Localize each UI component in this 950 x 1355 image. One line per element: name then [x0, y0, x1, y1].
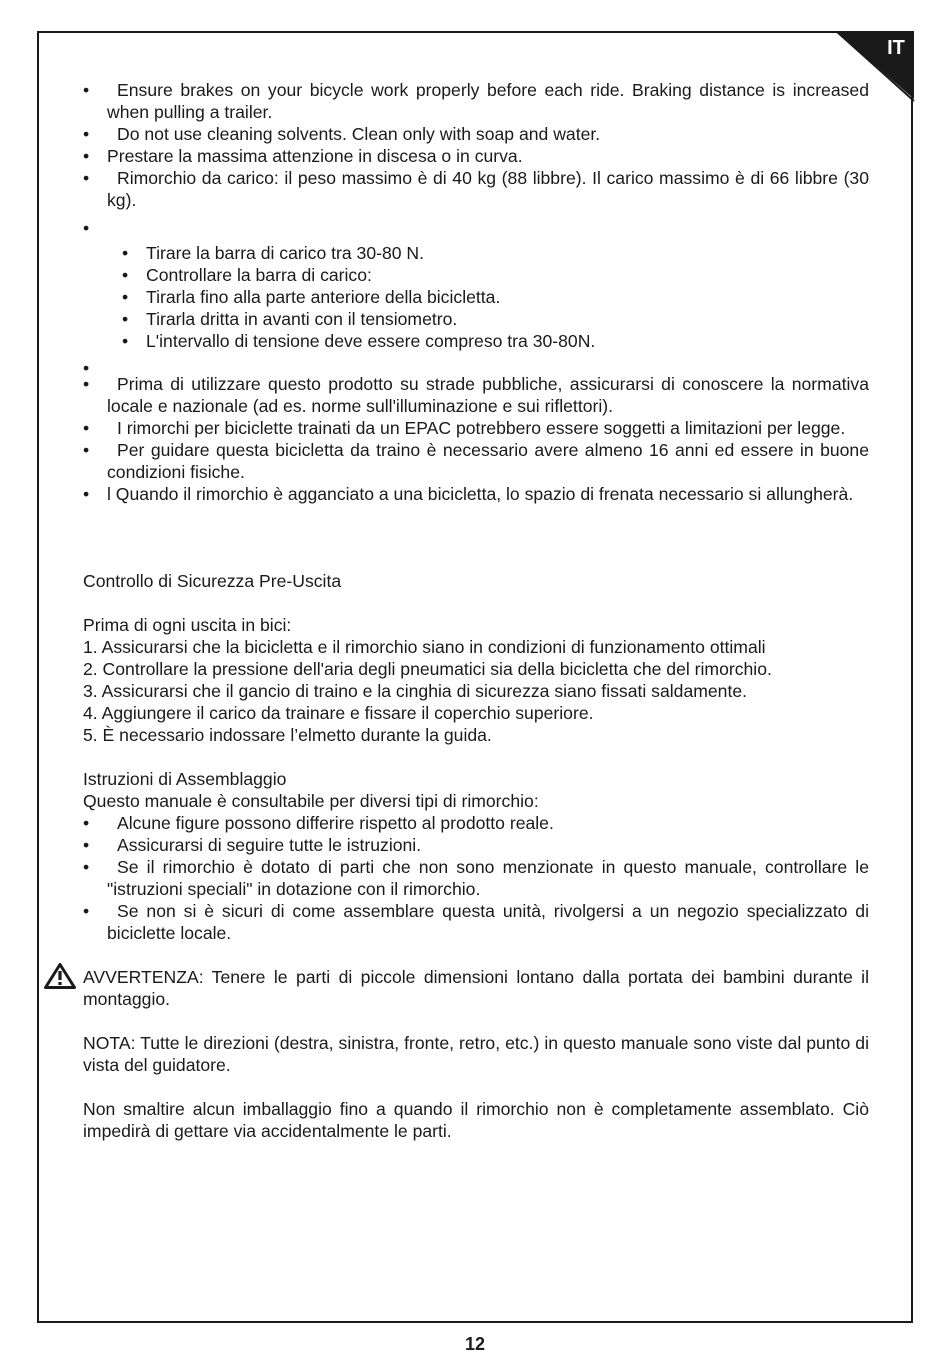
precheck-step: 2. Controllare la pressione dell'aria degli pneumatici sia della bicicletta che del rimorchio. — [83, 659, 772, 679]
section-title-precheck: Controllo di Sicurezza Pre-Uscita — [83, 571, 342, 591]
section-title-assembly: Istruzioni di Assemblaggio — [83, 769, 287, 789]
list-item: • Prima di utilizzare questo prodotto su strade pubbliche, assicurarsi di conoscere la normativa locale e nazionale (ad es. norme sull'illuminazione e sui riflettori). — [83, 374, 869, 416]
precheck-intro: Prima di ogni uscita in bici: — [83, 615, 292, 635]
list-item: • l Quando il rimorchio è agganciato a una bicicletta, lo spazio di frenata necessario si allungherà. — [83, 484, 854, 504]
closing-text: Non smaltire alcun imballaggio fino a quando il rimorchio non è completamente assemblato. Ciò impedirà di gettare via accidentalmente le parti. — [83, 1099, 869, 1141]
warning-text: AVVERTENZA: Tenere le parti di piccole dimensioni lontano dalla portata dei bambini durante il montaggio. — [83, 967, 869, 1009]
list-item: • Do not use cleaning solvents. Clean only with soap and water. — [83, 124, 601, 144]
list-item: • Se non si è sicuri di come assemblare questa unità, rivolgersi a un negozio specializzato di biciclette locale. — [83, 901, 869, 943]
note-text: NOTA: Tutte le direzioni (destra, sinistra, fronte, retro, etc.) in questo manuale sono viste dal punto di vista del guidatore. — [83, 1033, 869, 1075]
sub-list-item: • Controllare la barra di carico: — [122, 265, 372, 285]
list-item: • Per guidare questa bicicletta da traino è necessario avere almeno 16 anni ed essere in buone condizioni fisiche. — [83, 440, 869, 482]
warning-block — [83, 966, 869, 1010]
list-item: • Ensure brakes on your bicycle work properly before each ride. Braking distance is increased when pulling a trailer. — [83, 80, 869, 122]
warning-triangle-icon — [44, 963, 76, 989]
list-item: • Assicurarsi di seguire tutte le istruzioni. — [83, 835, 422, 855]
precheck-step: 4. Aggiungere il carico da trainare e fissare il coperchio superiore. — [83, 703, 594, 723]
list-item-empty: • — [83, 358, 90, 378]
sub-list-item: • Tirare la barra di carico tra 30-80 N. — [122, 243, 425, 263]
precheck-step: 1. Assicurarsi che la bicicletta e il rimorchio siano in condizioni di funzionamento ottimali — [83, 637, 766, 657]
list-item: • Se il rimorchio è dotato di parti che non sono menzionate in questo manuale, controllare le "istruzioni speciali" in dotazione con il rimorchio. — [83, 857, 869, 899]
precheck-step: 5. È necessario indossare l’elmetto durante la guida. — [83, 725, 492, 745]
sub-list-item: • Tirarla fino alla parte anteriore della bicicletta. — [122, 287, 501, 307]
language-tag: IT — [887, 37, 905, 59]
assembly-intro: Questo manuale è consultabile per diversi tipi di rimorchio: — [83, 791, 539, 811]
list-item: • Alcune figure possono differire rispetto al prodotto reale. — [83, 813, 554, 833]
list-item: • Prestare la massima attenzione in discesa o in curva. — [83, 146, 523, 166]
list-item-empty: • — [83, 218, 90, 238]
page-content — [83, 79, 869, 1142]
list-item: • I rimorchi per biciclette trainati da un EPAC potrebbero essere soggetti a limitazioni per legge. — [83, 418, 846, 438]
page-number: 12 — [464, 1334, 486, 1354]
list-item: • Rimorchio da carico: il peso massimo è di 40 kg (88 libbre). Il carico massimo è di 66 libbre (30 kg). — [83, 168, 869, 210]
precheck-step: 3. Assicurarsi che il gancio di traino e la cinghia di sicurezza siano fissati saldamente. — [83, 681, 748, 701]
sub-list-item: • Tirarla dritta in avanti con il tensiometro. — [122, 309, 458, 329]
sub-list-item: • L'intervallo di tensione deve essere compreso tra 30-80N. — [122, 331, 596, 351]
